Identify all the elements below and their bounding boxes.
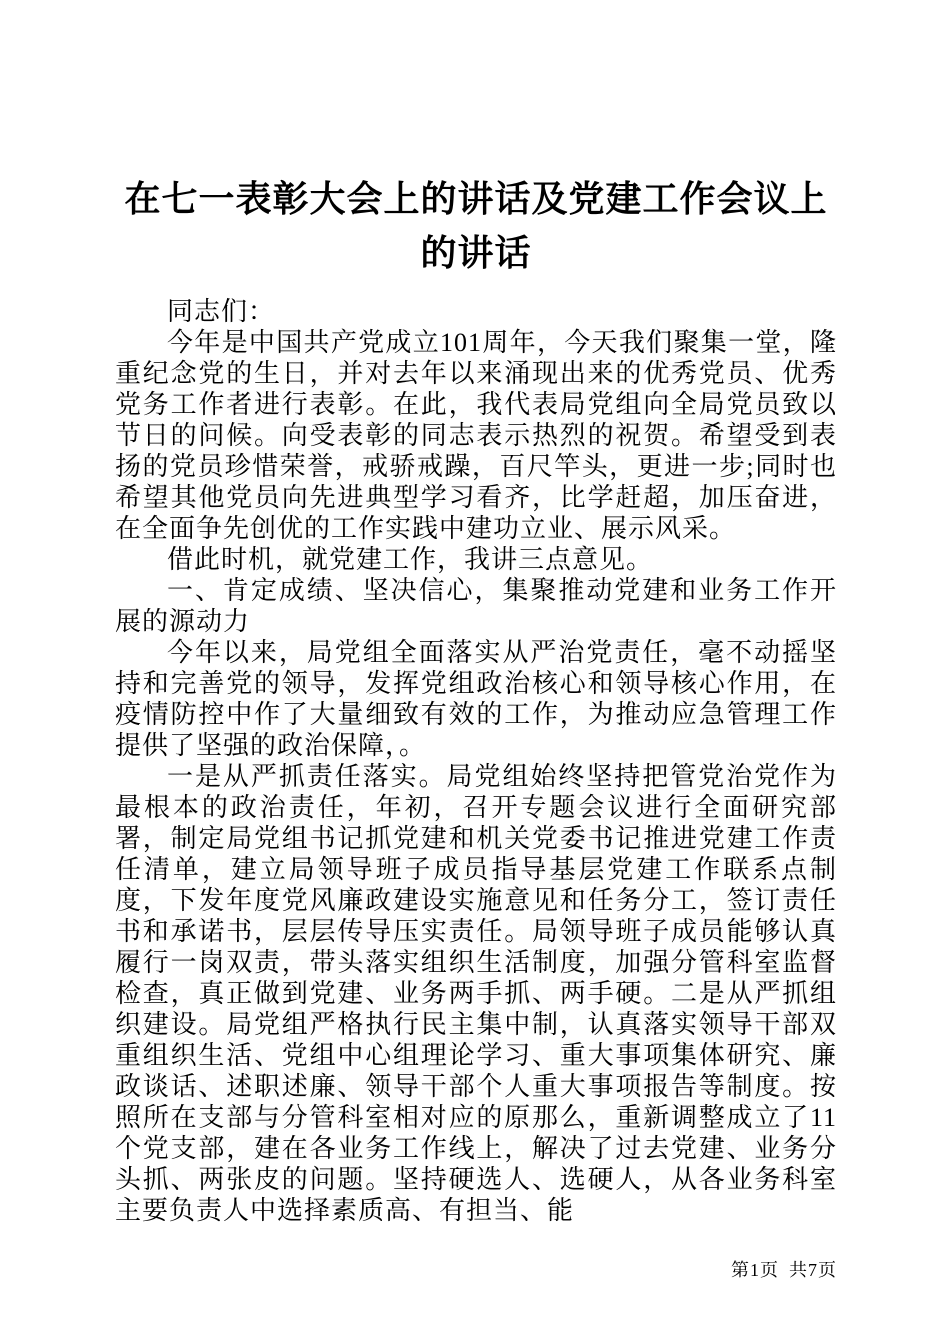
document-title: 在七一表彰大会上的讲话及党建工作会议上的讲话 — [124, 179, 828, 273]
page-footer — [731, 1256, 837, 1282]
paragraph-transition: 借此时机，就党建工作，我讲三点意见。 — [167, 545, 654, 574]
paragraph-details: 一是从严抓责任落实。局党组始终坚持把管党治党作为最根本的政治责任，年初，召开专题会议进行全面研究部署，制定局党组书记抓党建和机关党委书记推进党建工作责任清单，建立局领导班子成员指导基层党建工作联系点制度，下发年度党风廉政建设实施意见和任务分工，签订责任书和承诺书，层层传导压实责任。局领导班子成员能够认真履行一岗双责，带头落实组织生活制度，加强分管科室监督检查，真正做到党建、业务两手抓、两手硬。二是从严抓组织建设。局党组严格执行民主集中制，认真落实领导干部双重组织生活、党组中心组理论学习、重大事项集体研究、廉政谈话、述职述廉、领导干部个人重大事项报告等制度。按照所在支部与分管科室相对应的原那么，重新调整成立了11个党支部，建在各业务工作线上，解决了过去党建、业务分头抓、两张皮的问题。坚持硬选人、选硬人，从各业务科室主要负责人中选择素质高、有担当、能 — [115, 762, 837, 1225]
paragraph-section-heading: 一、肯定成绩、坚决信心，集聚推动党建和业务工作开展的源动力 — [115, 576, 837, 636]
page-number-label: 第1页 — [731, 1260, 779, 1280]
document-body — [115, 296, 837, 1226]
paragraph-overview: 今年以来，局党组全面落实从严治党责任，毫不动摇坚持和完善党的领导，发挥党组政治核心和领导核心作用，在疫情防控中作了大量细致有效的工作，为推动应急管理工作提供了坚强的政治保障，。 — [115, 638, 837, 760]
paragraph-intro: 今年是中国共产党成立101周年，今天我们聚集一堂，隆重纪念党的生日，并对去年以来涌现出来的优秀党员、优秀党务工作者进行表彰。在此，我代表局党组向全局党员致以节日的问候。向受表彰的同志表示热烈的祝贺。希望受到表扬的党员珍惜荣誉，戒骄戒躁，百尺竿头，更进一步;同时也希望其他党员向先进典型学习看齐，比学赶超，加压奋进，在全面争先创优的工作实践中建功立业、展示风采。 — [115, 328, 837, 543]
paragraph-salutation: 同志们： — [167, 297, 276, 326]
page-total-label: 共7页 — [789, 1260, 837, 1280]
